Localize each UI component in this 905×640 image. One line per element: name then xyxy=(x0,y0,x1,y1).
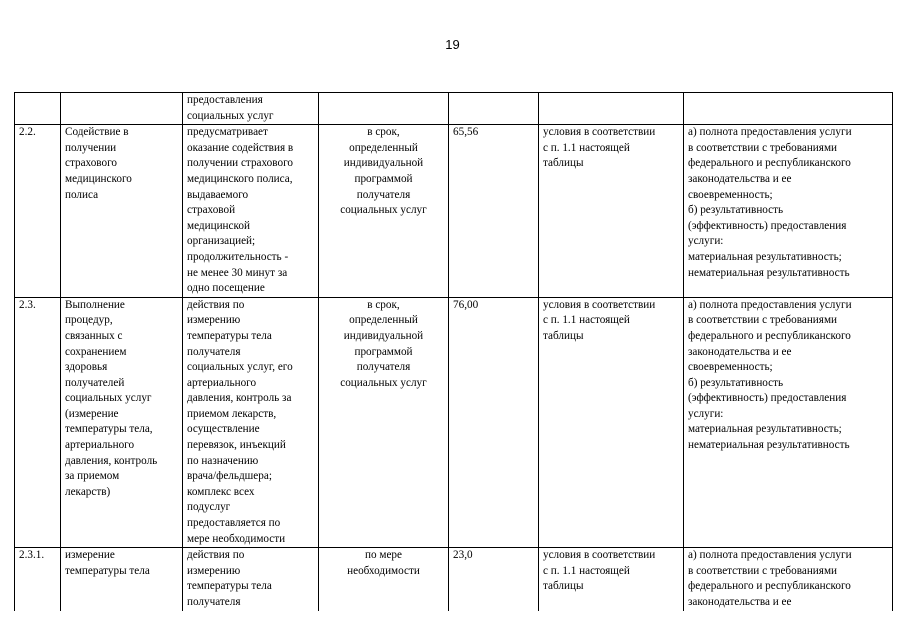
cell-line: выдаваемого xyxy=(187,188,249,201)
cell-text: 2.2. xyxy=(19,126,36,139)
cell-line: осуществление xyxy=(187,423,260,436)
services-table xyxy=(14,92,893,611)
cell-conditions xyxy=(539,548,684,611)
cell-line: с п. 1.1 настоящей xyxy=(543,314,630,327)
cell-line: в срок, xyxy=(367,298,400,311)
cell-line: предоставляется по xyxy=(187,517,281,530)
cell-line: измерение xyxy=(65,549,115,562)
cell-line: Выполнение xyxy=(65,298,125,311)
cell-line: мере необходимости xyxy=(187,532,286,545)
cell-line: оказание содействия в xyxy=(187,141,294,154)
cell-line: федерального и республиканского xyxy=(688,329,851,342)
cell-line: социальных услуг, его xyxy=(187,361,293,374)
cell-line: законодательства и ее xyxy=(688,172,792,185)
cell-number xyxy=(15,297,61,548)
cell-line: а) полнота предоставления услуги xyxy=(688,549,852,562)
cell-line: услуги: xyxy=(688,407,724,420)
cell-tariff xyxy=(449,548,539,611)
cell-line: б) результативность xyxy=(688,376,784,389)
cell-text: 23,0 xyxy=(453,549,473,562)
cell-line: а) полнота предоставления услуги xyxy=(688,298,852,311)
cell-tariff xyxy=(449,93,539,125)
cell-line: услуги: xyxy=(688,235,724,248)
cell-line: медицинской xyxy=(187,219,250,232)
cell-line: подуслуг xyxy=(187,501,231,514)
table-row xyxy=(15,93,893,125)
cell-line: своевременность; xyxy=(688,188,773,201)
cell-service-term xyxy=(319,548,449,611)
cell-line: получателя xyxy=(356,188,411,201)
cell-line: социальных услуг xyxy=(340,204,427,217)
cell-line: социальных услуг xyxy=(340,376,427,389)
cell-line: (эффективность) предоставления xyxy=(688,392,847,405)
table-row xyxy=(15,125,893,298)
cell-service-content xyxy=(183,297,319,548)
cell-line: социальных услуг xyxy=(187,109,274,122)
cell-line: получателя xyxy=(187,596,241,608)
cell-line: страховой xyxy=(187,204,236,217)
cell-line: законодательства и ее xyxy=(688,596,792,608)
cell-line: с п. 1.1 настоящей xyxy=(543,141,630,154)
cell-line: измерению xyxy=(187,564,241,577)
cell-line: в соответствии с требованиями xyxy=(688,141,838,154)
cell-line: определенный xyxy=(349,141,418,154)
cell-line: получателя xyxy=(356,361,411,374)
cell-line: за приемом xyxy=(65,470,120,483)
cell-line: действия по xyxy=(187,298,245,311)
cell-conditions xyxy=(539,297,684,548)
cell-line: федерального и республиканского xyxy=(688,157,851,170)
cell-line: по мере xyxy=(365,549,402,562)
cell-line: таблицы xyxy=(543,329,584,342)
cell-line: лекарств) xyxy=(65,485,111,498)
cell-service-name xyxy=(61,125,183,298)
cell-line: в срок, xyxy=(367,126,400,139)
cell-text: 65,56 xyxy=(453,126,479,139)
cell-line: одно посещение xyxy=(187,282,265,295)
cell-line: получении xyxy=(65,141,117,154)
cell-line: с п. 1.1 настоящей xyxy=(543,564,630,577)
cell-line: давления, контроль xyxy=(65,454,158,467)
cell-service-content xyxy=(183,548,319,611)
cell-line: продолжительность - xyxy=(187,250,289,263)
cell-line: материальная результативность; xyxy=(688,423,842,436)
cell-line: сохранением xyxy=(65,345,127,358)
cell-line: медицинского xyxy=(65,172,132,185)
table-row xyxy=(15,548,893,611)
cell-line: не менее 30 минут за xyxy=(187,266,288,279)
cell-line: необходимости xyxy=(347,564,420,577)
cell-line: таблицы xyxy=(543,157,584,170)
cell-line: температуры тела, xyxy=(65,423,153,436)
cell-line: своевременность; xyxy=(688,361,773,374)
cell-service-name xyxy=(61,93,183,125)
cell-line: определенный xyxy=(349,314,418,327)
cell-line: здоровья xyxy=(65,361,108,374)
cell-line: условия в соответствии xyxy=(543,549,656,562)
cell-line: в соответствии с требованиями xyxy=(688,314,838,327)
cell-tariff xyxy=(449,125,539,298)
cell-line: получателя xyxy=(187,345,241,358)
cell-line: (измерение xyxy=(65,407,119,420)
cell-text: 2.3.1. xyxy=(19,549,45,562)
cell-conditions xyxy=(539,93,684,125)
cell-line: действия по xyxy=(187,549,245,562)
cell-service-term xyxy=(319,93,449,125)
cell-line: федерального и республиканского xyxy=(688,580,851,593)
cell-conditions xyxy=(539,125,684,298)
cell-line: индивидуальной xyxy=(343,157,424,170)
cell-line: предусматривает xyxy=(187,126,268,139)
cell-line: предоставления xyxy=(187,94,263,106)
cell-text: 2.3. xyxy=(19,298,36,311)
cell-text: 76,00 xyxy=(453,298,479,311)
cell-line: температуры тела xyxy=(187,580,272,593)
cell-line: таблицы xyxy=(543,580,584,593)
cell-line: законодательства и ее xyxy=(688,345,792,358)
cell-line: нематериальная результативность xyxy=(688,266,850,279)
cell-line: давления, контроль за xyxy=(187,392,292,405)
cell-tariff xyxy=(449,297,539,548)
table-row xyxy=(15,297,893,548)
cell-line: температуры тела xyxy=(187,329,272,342)
cell-line: артериального xyxy=(187,376,257,389)
cell-line: условия в соответствии xyxy=(543,298,656,311)
cell-line: температуры тела xyxy=(65,564,150,577)
cell-line: медицинского полиса, xyxy=(187,172,293,185)
cell-line: по назначению xyxy=(187,454,259,467)
cell-line: б) результативность xyxy=(688,204,784,217)
cell-service-name xyxy=(61,297,183,548)
cell-line: Содействие в xyxy=(65,126,129,139)
cell-line: программой xyxy=(354,345,413,358)
cell-quality-indicators xyxy=(684,125,893,298)
cell-line: получателей xyxy=(65,376,125,389)
cell-line: перевязок, инъекций xyxy=(187,439,286,452)
cell-service-term xyxy=(319,297,449,548)
cell-line: социальных услуг xyxy=(65,392,152,405)
cell-line: в соответствии с требованиями xyxy=(688,564,838,577)
cell-quality-indicators xyxy=(684,297,893,548)
cell-quality-indicators xyxy=(684,93,893,125)
cell-service-content xyxy=(183,125,319,298)
cell-line: а) полнота предоставления услуги xyxy=(688,126,852,139)
cell-line: комплекс всех xyxy=(187,485,255,498)
cell-line: материальная результативность; xyxy=(688,250,842,263)
cell-service-term xyxy=(319,125,449,298)
cell-number xyxy=(15,125,61,298)
page-number: 19 xyxy=(445,37,460,52)
cell-number xyxy=(15,93,61,125)
cell-line: артериального xyxy=(65,439,135,452)
cell-line: получении страхового xyxy=(187,157,293,170)
cell-line: индивидуальной xyxy=(343,329,424,342)
cell-line: условия в соответствии xyxy=(543,126,656,139)
cell-line: измерению xyxy=(187,314,241,327)
cell-line: процедур, xyxy=(65,314,113,327)
cell-number xyxy=(15,548,61,611)
cell-line: программой xyxy=(354,172,413,185)
cell-quality-indicators xyxy=(684,548,893,611)
cell-line: связанных с xyxy=(65,329,123,342)
cell-line: нематериальная результативность xyxy=(688,439,850,452)
cell-line: организацией; xyxy=(187,235,256,248)
cell-line: страхового xyxy=(65,157,118,170)
cell-line: врача/фельдшера; xyxy=(187,470,272,483)
cell-service-name xyxy=(61,548,183,611)
cell-service-content xyxy=(183,93,319,125)
cell-line: (эффективность) предоставления xyxy=(688,219,847,232)
cell-line: приемом лекарств, xyxy=(187,407,277,420)
cell-line: полиса xyxy=(65,188,99,201)
